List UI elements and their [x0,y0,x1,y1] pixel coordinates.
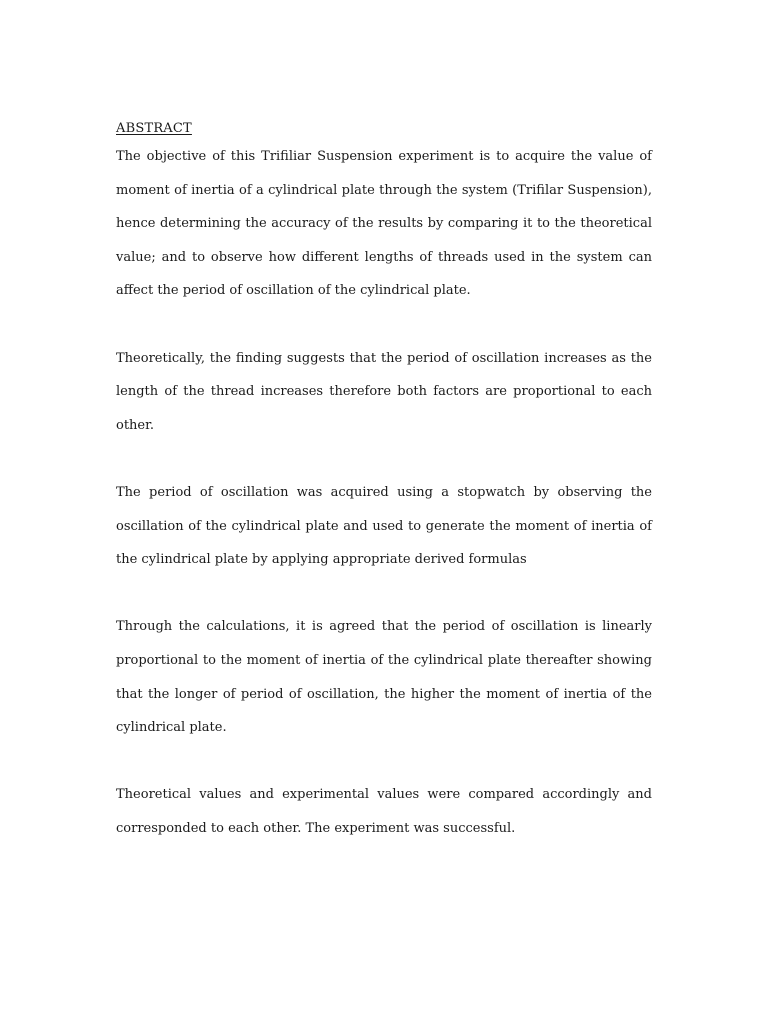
paragraph-objective: The objective of this Trifiliar Suspension experiment is to acquire the value of moment of inertia of a cylindrical plate through the system (Trifilar Suspension), hence determining the accuracy of the results by comparing it to the theoretical value; and to observe how different lengths of threads used in the system can affect the period of oscillation of the cylindrical plate. [116,149,652,299]
paragraph-gap [116,577,652,611]
paragraph-theory: Theoretically, the finding suggests that the period of oscillation increases as the length of the thread increases therefore both factors are proportional to each other. [116,350,652,433]
paragraph-gap [116,308,652,342]
paragraph-method: The period of oscillation was acquired using a stopwatch by observing the oscillation of the cylindrical plate and used to generate the moment of inertia of the cylindrical plate by applying appropriate derived formulas [116,484,652,568]
paragraph-gap [116,442,652,476]
paragraph-conclusion: Theoretical values and experimental values were compared accordingly and corresponded to each other. The experiment was successful. [116,787,652,836]
document-page [116,118,652,845]
abstract-heading: ABSTRACT [116,121,192,136]
paragraph-gap [116,745,652,779]
paragraph-calculations: Through the calculations, it is agreed that the period of oscillation is linearly proportional to the moment of inertia of the cylindrical plate thereafter showing that the longer of period of oscillation, the higher the moment of inertia of the cylindrical plate. [116,619,652,736]
